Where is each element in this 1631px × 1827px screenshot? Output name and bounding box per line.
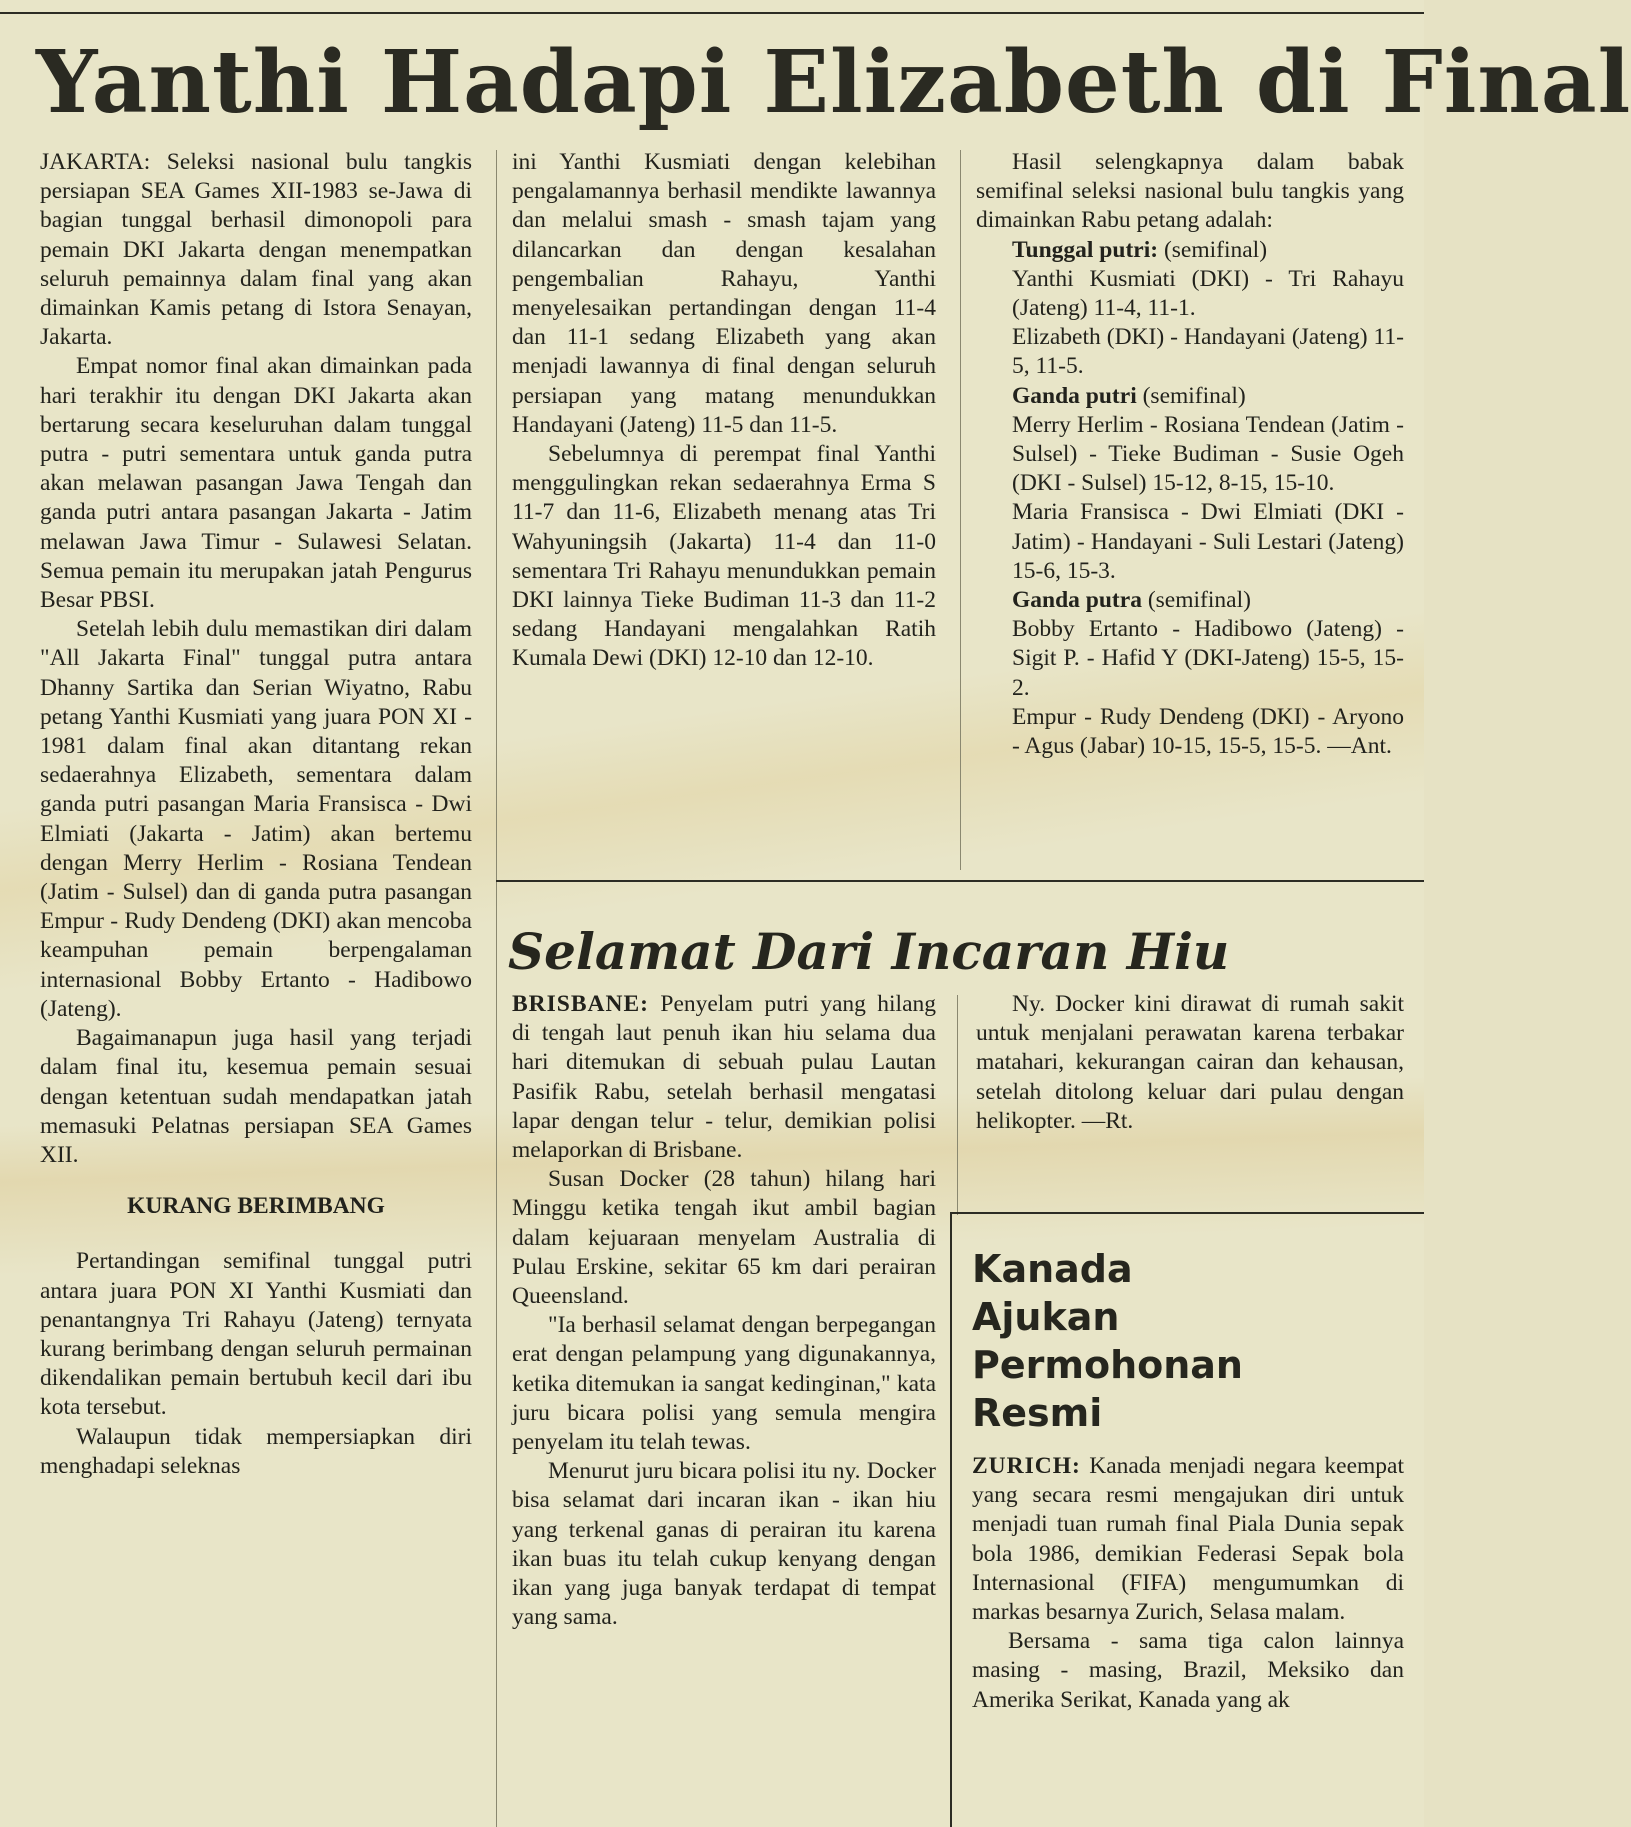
result-line: Merry Herlim - Rosiana Tendean (Jatim - Sulsel) - Tieke Budiman - Susie Ogeh (DKI - Sulsel) 15-12, 8-15, 15-10. [1012, 411, 1404, 497]
fifa-article-headline [972, 1245, 1392, 1437]
section-rule [952, 1212, 1424, 1214]
main-article-column-1 [40, 148, 472, 1818]
headline-line: Resmi [972, 1391, 1103, 1435]
headline-line: Permohonan [972, 1343, 1243, 1387]
result-line: Yanthi Kusmiati (DKI) - Tri Rahayu (Jateng) 11-4, 11-1. [1012, 265, 1404, 322]
main-headline: Yanthi Hadapi Elizabeth di Final [36, 32, 1631, 133]
dateline: BRISBANE: [512, 991, 649, 1017]
top-rule [0, 12, 1424, 14]
column-divider [960, 150, 961, 870]
result-line: Elizabeth (DKI) - Handayani (Jateng) 11-5, 11-5. [1012, 324, 1404, 380]
headline-line: Kanada [972, 1247, 1133, 1291]
shark-article-headline: Selamat Dari Incaran Hiu [508, 922, 1230, 981]
paragraph: ini Yanthi Kusmiati dengan kelebihan pengalamannya berhasil mendikte lawannya dan melalui smash - smash tajam yang dilancarkan dan dengan kesalahan pengembalian Rahayu, Yanthi menyelesaikan pertandingan dengan 11-4 dan 11-1 sedang Elizabeth yang akan menjadi lawannya di final dengan seluruh persiapan yang matang menundukkan Handayani (Jateng) 11-5 dan 11-5. [512, 149, 936, 438]
paragraph: "Ia berhasil selamat dengan berpegangan erat dengan pelampung yang digunakannya, ketika ditemukan ia sangat kedinginan," kata juru bicara polisi yang semula mengira penyelam itu telah tewas. [512, 1312, 936, 1456]
results-intro: Hasil selengkapnya dalam babak semifinal seleksi nasional bulu tangkis yang dimainkan Rabu petang adalah: [976, 149, 1404, 234]
subheading: KURANG BERIMBANG [127, 1193, 385, 1220]
box-border [950, 1212, 952, 1827]
dateline: ZURICH: [972, 1453, 1081, 1479]
column-divider [957, 995, 958, 1215]
paragraph: Walaupun tidak mempersiapkan diri menghadapi seleknas [40, 1423, 472, 1479]
results-column [976, 148, 1404, 868]
paragraph: Bersama - sama tiga calon lainnya masing - masing, Brazil, Meksiko dan Amerika Serikat, Kanada yang ak [972, 1628, 1404, 1713]
paragraph: Sebelumnya di perempat final Yanthi menggulingkan rekan sedaerahnya Erma S 11-7 dan 11-6, Elizabeth menang atas Tri Wahyuningsih (Jakarta) 11-4 dan 11-0 sementara Tri Rahayu menundukkan pemain DKI lainnya Tieke Budiman 11-3 dan 11-2 sedang Handayani mengalahkan Ratih Kumala Dewi (DKI) 12-10 dan 12-10. [512, 441, 936, 672]
results-heading: Ganda putra (semifinal) [1012, 587, 1251, 614]
shark-article-column-2 [976, 990, 1404, 1200]
paragraph: Pertandingan semifinal tunggal putri antara juara PON XI Yanthi Kusmiati dan penantangnya Tri Rahayu (Jateng) ternyata kurang berimbang dengan seluruh permainan dikendalikan pemain bertubuh kecil dari ibu kota tersebut. [40, 1248, 472, 1421]
result-line: Maria Fransisca - Dwi Elmiati (DKI - Jatim) - Handayani - Suli Lestari (Jateng) 15-6, 15-3. [1012, 499, 1404, 584]
paragraph: Susan Docker (28 tahun) hilang hari Minggu ketika tengah ikut ambil bagian dalam kejuaraan menyelam Australia di Pulau Erskine, sekitar 65 km dari perairan Queensland. [512, 1166, 936, 1310]
headline-line: Ajukan [972, 1295, 1120, 1339]
paragraph: Ny. Docker kini dirawat di rumah sakit untuk menjalani perawatan karena terbakar matahari, kekurangan cairan dan kehausan, setelah ditolong keluar dari pulau dengan helikopter. —Rt. [976, 991, 1404, 1134]
paragraph: BRISBANE: Penyelam putri yang hilang di tengah laut penuh ikan hiu selama dua hari ditemukan di sebuah pulau Lautan Pasifik Rabu, setelah berhasil mengatasi lapar dengan telur - telur, demikian polisi melaporkan di Brisbane. [512, 991, 936, 1164]
results-heading: Ganda putri (semifinal) [1012, 382, 1246, 409]
result-line: Empur - Rudy Dendeng (DKI) - Aryono - Agus (Jabar) 10-15, 15-5, 15-5. —Ant. [1012, 703, 1404, 760]
paragraph: Menurut juru bicara polisi itu ny. Docker bisa selamat dari incaran ikan - ikan hiu yang terkenal ganas di perairan itu karena ikan buas itu telah cukup kenyang dengan ikan yang juga banyak terdapat di tempat yang sama. [512, 1458, 936, 1631]
paragraph: Empat nomor final akan dimainkan pada hari terakhir itu dengan DKI Jakarta akan bertarung secara keseluruhan dalam tunggal putra - putri sementara untuk ganda putra akan melawan pasangan Jawa Tengah dan ganda putri antara pasangan Jakarta - Jatim melawan Jawa Timur - Sulawesi Selatan. Semua pemain itu merupakan jatah Pengurus Besar PBSI. [40, 353, 472, 614]
shark-article-column-1 [512, 990, 936, 1820]
main-article-column-2 [512, 148, 936, 868]
paragraph: JAKARTA: Seleksi nasional bulu tangkis persiapan SEA Games XII-1983 se-Jawa di bagian tunggal berhasil dimonopoli para pemain DKI Jakarta dengan menempatkan seluruh pemainnya dalam final yang akan dimainkan Kamis petang di Istora Senayan, Jakarta. [40, 149, 472, 351]
result-line: Bobby Ertanto - Hadibowo (Jateng) - Sigit P. - Hafid Y (DKI-Jateng) 15-5, 15-2. [1012, 616, 1404, 701]
column-divider [496, 150, 497, 1827]
results-heading: Tunggal putri: (semifinal) [1012, 236, 1268, 263]
paragraph: Bagaimanapun juga hasil yang terjadi dalam final itu, kesemua pemain sesuai dengan ketentuan sudah mendapatkan jatah memasuki Pelatnas persiapan SEA Games XII. [40, 1025, 472, 1168]
paragraph: ZURICH: Kanada menjadi negara keempat yang secara resmi mengajukan diri untuk menjadi tuan rumah final Piala Dunia sepak bola 1986, demikian Federasi Sepak bola Internasional (FIFA) mengumumkan di markas besarnya Zurich, Selasa malam. [972, 1453, 1404, 1626]
fifa-article-body [972, 1452, 1404, 1822]
paragraph: Setelah lebih dulu memastikan diri dalam "All Jakarta Final" tunggal putra antara Dhanny Sartika dan Serian Wiyatno, Rabu petang Yanthi Kusmiati yang juara PON XI - 1981 dalam final akan ditantang rekan sedaerahnya Elizabeth, sementara dalam ganda putri pasangan Maria Fransisca - Dwi Elmiati (Jakarta - Jatim) akan bertemu dengan Merry Herlim - Rosiana Tendean (Jatim - Sulsel) dan di ganda putra pasangan Empur - Rudy Dendeng (DKI) akan mencoba keampuhan pemain berpengalaman internasional Bobby Ertanto - Hadibowo (Jateng). [40, 616, 472, 1022]
section-rule [496, 880, 1424, 882]
